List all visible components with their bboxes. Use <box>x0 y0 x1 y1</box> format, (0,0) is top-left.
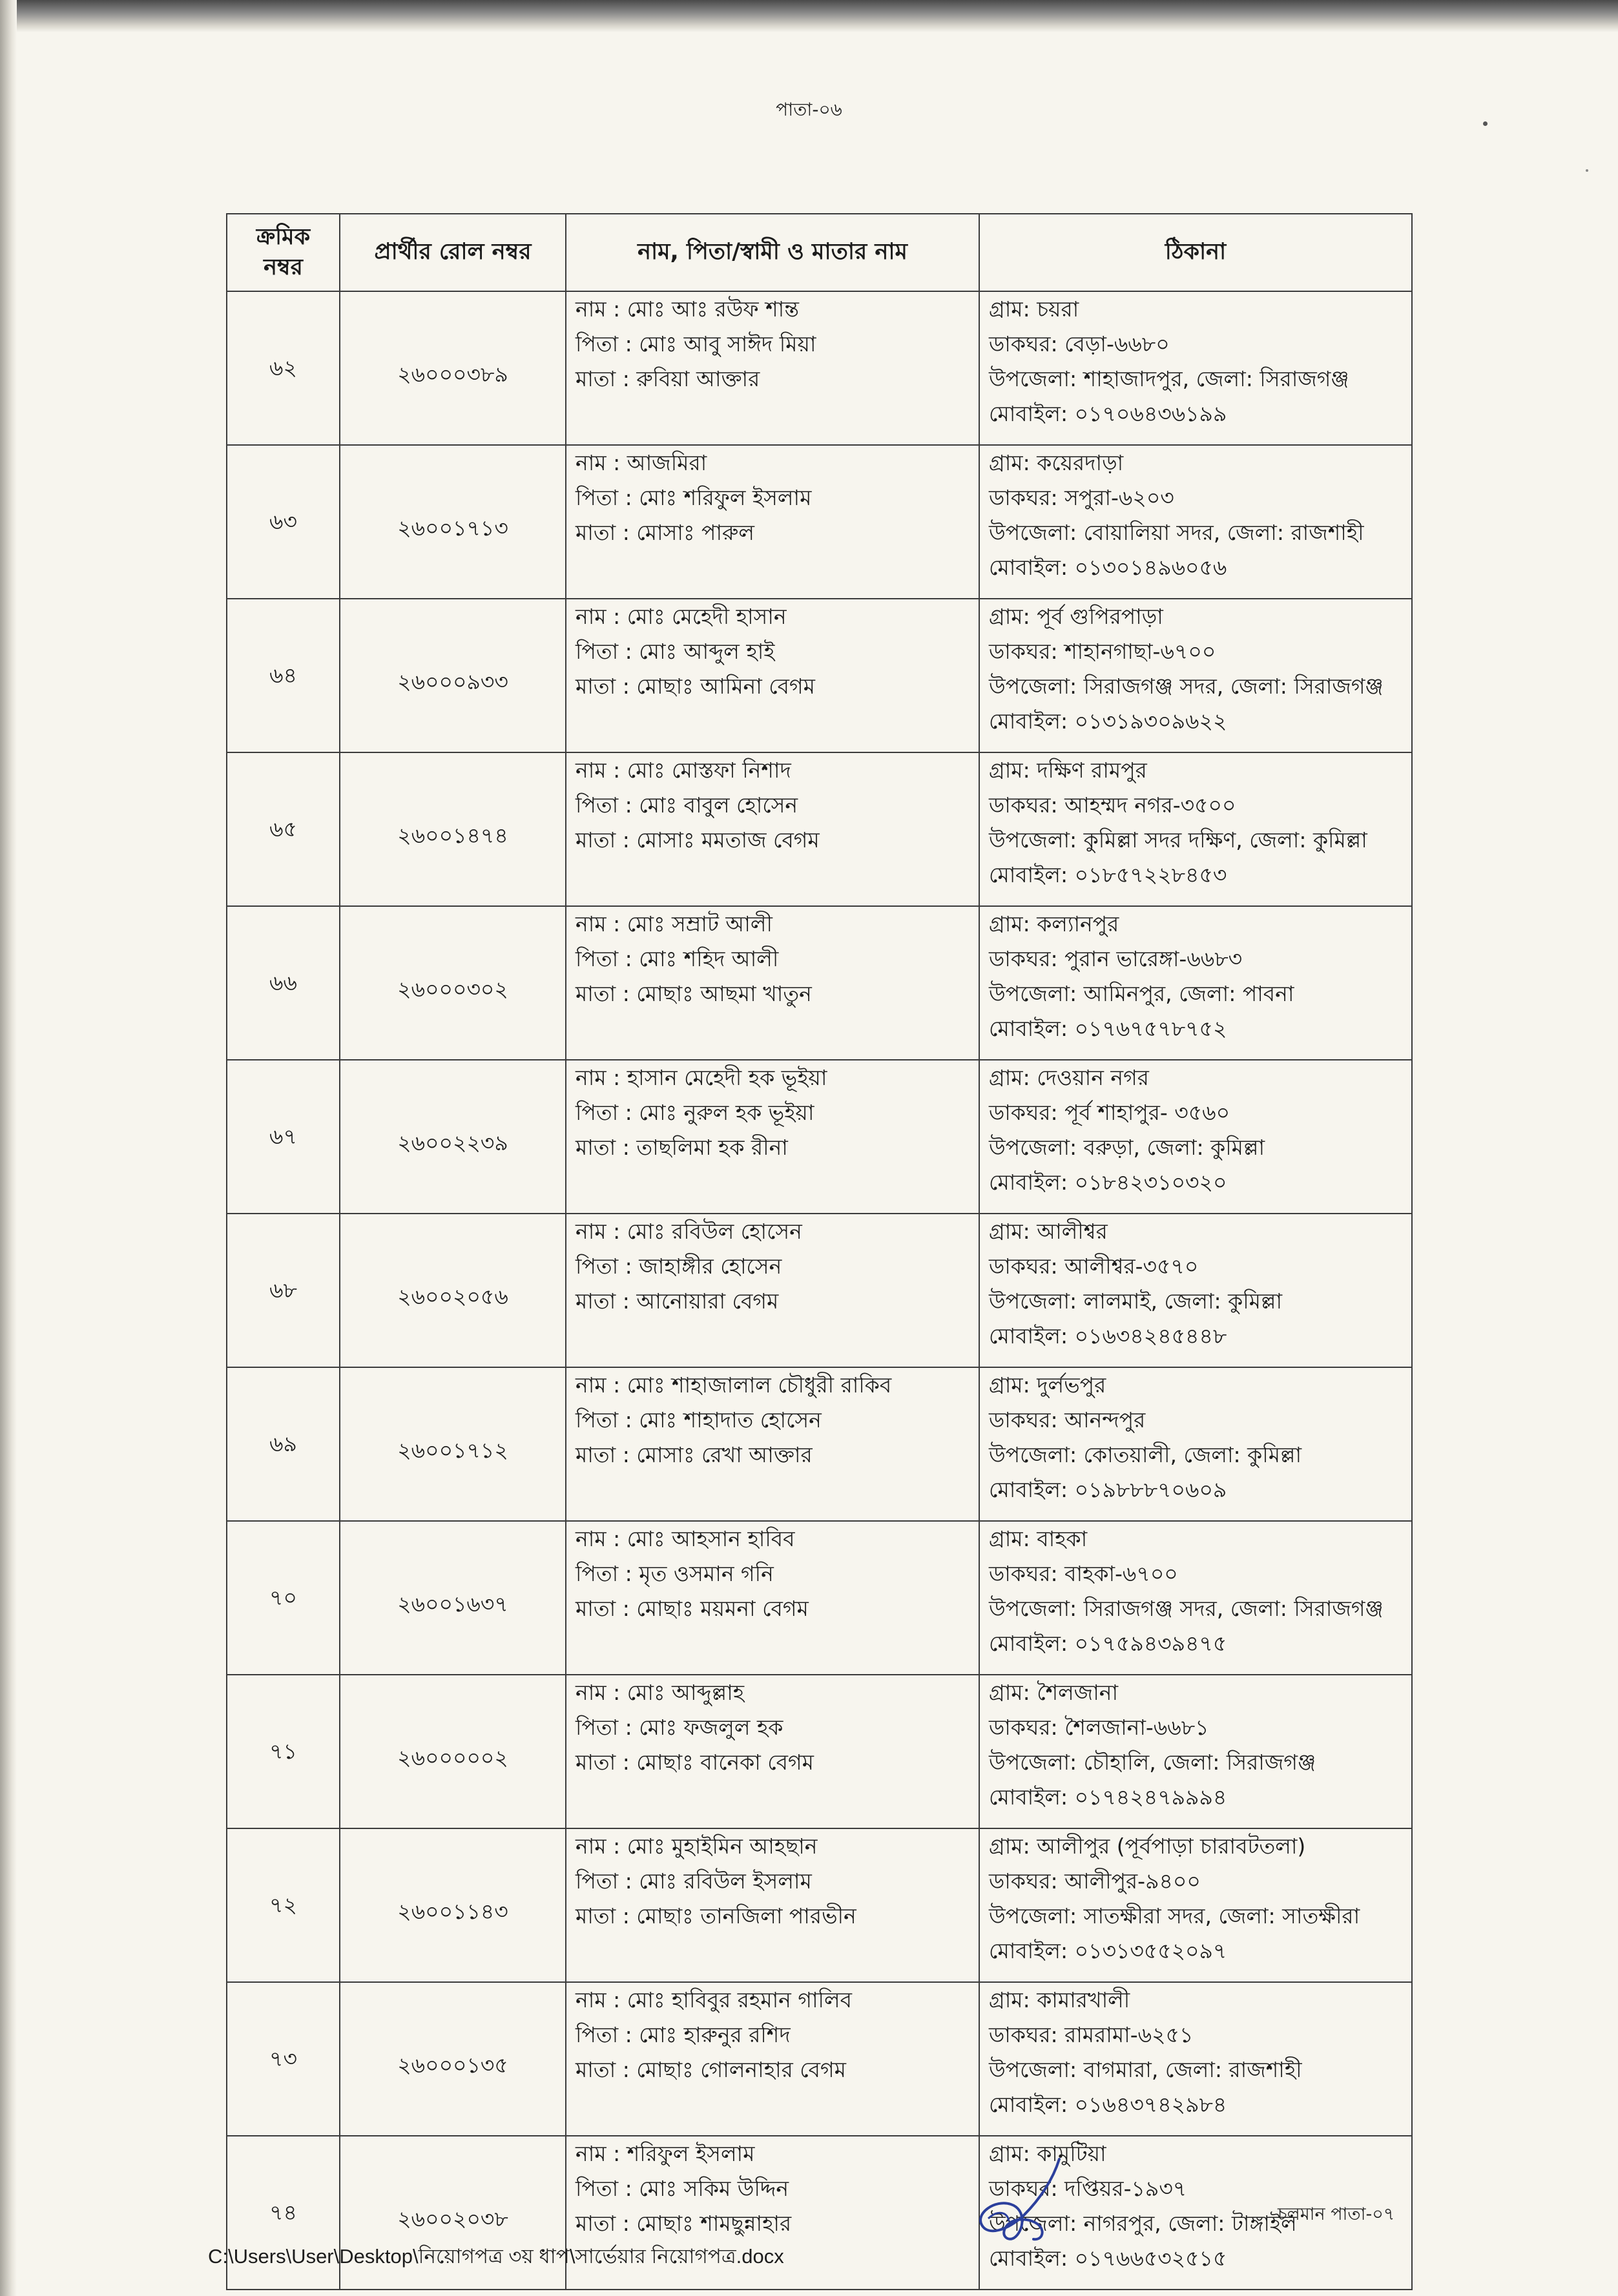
upazila-district: উপজেলা: সিরাজগঞ্জ সদর, জেলা: সিরাজগঞ্জ <box>989 674 1384 699</box>
address-cell <box>979 1828 1412 1982</box>
serial-number: ৬৬ <box>227 906 340 1060</box>
village: গ্রাম: শৈলজানা <box>989 1680 1119 1705</box>
post-office: ডাকঘর: আহম্মদ নগর-৩৫০০ <box>989 792 1236 818</box>
candidate-name: নাম : মোঃ হাবিবুর রহমান গালিব <box>576 1987 852 2012</box>
village: গ্রাম: কল্যানপুর <box>989 911 1119 936</box>
roll-number: ২৬০০১৬৩৭ <box>340 1521 566 1675</box>
roll-number: ২৬০০১৭১৩ <box>340 445 566 599</box>
upazila-district: উপজেলা: কোতয়ালী, জেলা: কুমিল্লা <box>989 1442 1302 1467</box>
header-serial: ক্রমিক নম্বর <box>227 214 340 291</box>
mother-name: মাতা : মোছাঃ আমিনা বেগম <box>576 674 815 699</box>
candidate-names-cell <box>566 752 979 906</box>
roll-number: ২৬০০০৯৩৩ <box>340 599 566 752</box>
scan-shadow-left <box>0 0 17 2296</box>
village: গ্রাম: দক্ষিণ রামপুর <box>989 758 1147 783</box>
address-cell <box>979 445 1412 599</box>
upazila-district: উপজেলা: বরুড়া, জেলা: কুমিল্লা <box>989 1135 1265 1160</box>
roll-number: ২৬০০১৭১২ <box>340 1367 566 1521</box>
mother-name: মাতা : তাছলিমা হক রীনা <box>576 1135 788 1160</box>
serial-number: ৬৭ <box>227 1060 340 1214</box>
candidate-name: নাম : মোঃ সম্রাট আলী <box>576 911 773 936</box>
address-cell <box>979 291 1412 445</box>
candidate-name: নাম : মোঃ শাহাজালাল চৌধুরী রাকিব <box>576 1372 892 1398</box>
mobile-number: মোবাইল: ০১৮৪২৩১০৩২০ <box>989 1170 1227 1195</box>
roll-number: ২৬০০২০৫৬ <box>340 1214 566 1367</box>
table-row <box>227 1060 1412 1214</box>
post-office: ডাকঘর: পূর্ব শাহাপুর- ৩৫৬০ <box>989 1100 1230 1125</box>
roll-number: ২৬০০০৩৮৯ <box>340 291 566 445</box>
father-name: পিতা : মোঃ আব্দুল হাই <box>576 639 775 664</box>
serial-number: ৬৪ <box>227 599 340 752</box>
mobile-number: মোবাইল: ০১৬৩৪২৪৫৪৪৮ <box>989 1323 1227 1349</box>
upazila-district: উপজেলা: কুমিল্লা সদর দক্ষিণ, জেলা: কুমিল্লা <box>989 827 1367 853</box>
candidate-names-cell <box>566 1675 979 1828</box>
village: গ্রাম: কামুটিয়া <box>989 2141 1106 2166</box>
mother-name: মাতা : মোসাঃ পারুল <box>576 520 754 545</box>
candidate-names-cell <box>566 1521 979 1675</box>
father-name: পিতা : জাহাঙ্গীর হোসেন <box>576 1254 782 1279</box>
serial-number: ৭৪ <box>227 2136 340 2290</box>
roll-number: ২৬০০১৪৭৪ <box>340 752 566 906</box>
table-row <box>227 1367 1412 1521</box>
candidate-names-cell <box>566 1367 979 1521</box>
candidate-names-cell <box>566 1982 979 2136</box>
candidate-names-cell <box>566 291 979 445</box>
table-row <box>227 599 1412 752</box>
father-name: পিতা : মোঃ রবিউল ইসলাম <box>576 1868 812 1894</box>
upazila-district: উপজেলা: বাগমারা, জেলা: রাজশাহী <box>989 2057 1302 2082</box>
mobile-number: মোবাইল: ০১৭৪২৪৭৯৯৯৪ <box>989 1784 1227 1810</box>
header-name: নাম, পিতা/স্বামী ও মাতার নাম <box>566 214 979 291</box>
serial-number: ৬৮ <box>227 1214 340 1367</box>
table-row <box>227 1214 1412 1367</box>
address-cell <box>979 752 1412 906</box>
roll-number: ২৬০০২২৩৯ <box>340 1060 566 1214</box>
roll-number: ২৬০০১১৪৩ <box>340 1828 566 1982</box>
father-name: পিতা : মৃত ওসমান গনি <box>576 1561 774 1586</box>
post-office: ডাকঘর: বাহকা-৬৭০০ <box>989 1561 1178 1586</box>
candidate-names-cell <box>566 445 979 599</box>
post-office: ডাকঘর: আলীশ্বর-৩৫৭০ <box>989 1254 1199 1279</box>
table-row <box>227 752 1412 906</box>
candidate-table <box>226 213 1413 2290</box>
mobile-number: মোবাইল: ০১৩০১৪৯৬০৫৬ <box>989 555 1227 580</box>
village: গ্রাম: কামারখালী <box>989 1987 1130 2012</box>
mother-name: মাতা : মোছাঃ শামছুন্নাহার <box>576 2211 792 2236</box>
upazila-district: উপজেলা: শাহাজাদপুর, জেলা: সিরাজগঞ্জ <box>989 366 1349 391</box>
village: গ্রাম: আলীশ্বর <box>989 1219 1108 1244</box>
mobile-number: মোবাইল: ০১৮৫৭২২৮৪৫৩ <box>989 862 1227 887</box>
mother-name: মাতা : মোসাঃ মমতাজ বেগম <box>576 827 820 853</box>
candidate-names-cell <box>566 1214 979 1367</box>
candidate-name: নাম : মোঃ মোস্তফা নিশাদ <box>576 758 791 783</box>
father-name: পিতা : মোঃ শহিদ আলী <box>576 946 779 971</box>
candidate-name: নাম : মোঃ আঃ রউফ শান্ত <box>576 296 799 322</box>
roll-number: ২৬০০০০০২ <box>340 1675 566 1828</box>
roll-number: ২৬০০০১৩৫ <box>340 1982 566 2136</box>
village: গ্রাম: চয়রা <box>989 296 1079 322</box>
upazila-district: উপজেলা: চৌহালি, জেলা: সিরাজগঞ্জ <box>989 1750 1316 1775</box>
address-cell <box>979 1214 1412 1367</box>
mobile-number: মোবাইল: ০১৭০৬৪৩৬১৯৯ <box>989 401 1227 426</box>
father-name: পিতা : মোঃ আবু সাঈদ মিয়া <box>576 331 816 357</box>
upazila-district: উপজেলা: নাগরপুর, জেলা: টাঙ্গাইল <box>989 2211 1297 2236</box>
address-cell <box>979 906 1412 1060</box>
mother-name: মাতা : আনোয়ারা বেগম <box>576 1288 779 1314</box>
father-name: পিতা : মোঃ শাহাদাত হোসেন <box>576 1407 822 1432</box>
table-row <box>227 291 1412 445</box>
village: গ্রাম: বাহকা <box>989 1526 1088 1551</box>
candidate-names-cell <box>566 1060 979 1214</box>
village: গ্রাম: দেওয়ান নগর <box>989 1065 1149 1090</box>
mother-name: মাতা : মোছাঃ তানজিলা পারভীন <box>576 1903 856 1929</box>
mobile-number: মোবাইল: ০১৭৬৬৫৩২৫১৫ <box>989 2246 1227 2271</box>
mother-name: মাতা : মোসাঃ রেখা আক্তার <box>576 1442 813 1467</box>
candidate-name: নাম : আজমিরা <box>576 450 707 475</box>
father-name: পিতা : মোঃ সকিম উদ্দিন <box>576 2176 789 2201</box>
mobile-number: মোবাইল: ০১৩১৩৫৫২০৯৭ <box>989 1938 1227 1963</box>
mother-name: মাতা : মোছাঃ ময়মনা বেগম <box>576 1596 809 1621</box>
serial-number: ৬৯ <box>227 1367 340 1521</box>
post-office: ডাকঘর: দপ্তিয়র-১৯৩৭ <box>989 2176 1187 2201</box>
header-roll: প্রার্থীর রোল নম্বর <box>340 214 566 291</box>
father-name: পিতা : মোঃ ফজলুল হক <box>576 1715 783 1740</box>
father-name: পিতা : মোঃ শরিফুল ইসলাম <box>576 485 812 510</box>
table-row <box>227 1521 1412 1675</box>
candidate-names-cell <box>566 906 979 1060</box>
serial-number: ৭২ <box>227 1828 340 1982</box>
village: গ্রাম: কয়েরদাড়া <box>989 450 1124 475</box>
address-cell <box>979 1060 1412 1214</box>
post-office: ডাকঘর: শৈলজানা-৬৬৮১ <box>989 1715 1209 1740</box>
mobile-number: মোবাইল: ০১৩১৯৩০৯৬২২ <box>989 708 1227 734</box>
mobile-number: মোবাইল: ০১৭৫৯৪৩৯৪৭৫ <box>989 1631 1227 1656</box>
father-name: পিতা : মোঃ বাবুল হোসেন <box>576 792 798 818</box>
roll-number: ২৬০০২০৩৮ <box>340 2136 566 2290</box>
father-name: পিতা : মোঃ নুরুল হক ভূইয়া <box>576 1100 814 1125</box>
mother-name: মাতা : মোছাঃ গোলনাহার বেগম <box>576 2057 846 2082</box>
candidate-names-cell <box>566 599 979 752</box>
candidate-name: নাম : মোঃ আহসান হাবিব <box>576 1526 795 1551</box>
file-path-footer: C:\Users\User\Desktop\নিয়োগপত্র ৩য় ধাপ\সার্ভেয়ার নিয়োগপত্র.docx <box>208 2245 784 2268</box>
post-office: ডাকঘর: পুরান ভারেঙ্গা-৬৬৮৩ <box>989 946 1243 971</box>
mother-name: মাতা : মোছাঃ বানেকা বেগম <box>576 1750 814 1775</box>
address-cell <box>979 1982 1412 2136</box>
candidate-name: নাম : হাসান মেহেদী হক ভূইয়া <box>576 1065 827 1090</box>
post-office: ডাকঘর: আলীপুর-৯৪০০ <box>989 1868 1201 1894</box>
scan-shadow-top <box>0 0 1618 32</box>
table-row <box>227 1982 1412 2136</box>
serial-number: ৭১ <box>227 1675 340 1828</box>
upazila-district: উপজেলা: সিরাজগঞ্জ সদর, জেলা: সিরাজগঞ্জ <box>989 1596 1384 1621</box>
table-row <box>227 1675 1412 1828</box>
mother-name: মাতা : রুবিয়া আক্তার <box>576 366 760 391</box>
upazila-district: উপজেলা: লালমাই, জেলা: কুমিল্লা <box>989 1288 1283 1314</box>
table-row <box>227 906 1412 1060</box>
candidate-name: নাম : শরিফুল ইসলাম <box>576 2141 755 2166</box>
serial-number: ৬২ <box>227 291 340 445</box>
mobile-number: মোবাইল: ০১৬৪৩৭৪২৯৮৪ <box>989 2092 1227 2117</box>
village: গ্রাম: পূর্ব গুপিরপাড়া <box>989 604 1163 629</box>
upazila-district: উপজেলা: সাতক্ষীরা সদর, জেলা: সাতক্ষীরা <box>989 1903 1360 1929</box>
mobile-number: মোবাইল: ০১৭৬৭৫৭৮৭৫২ <box>989 1016 1227 1041</box>
mother-name: মাতা : মোছাঃ আছমা খাতুন <box>576 981 812 1006</box>
continuation-note: চলমান পাতা-০৭ <box>1278 2204 1395 2224</box>
address-cell <box>979 1521 1412 1675</box>
candidate-name: নাম : মোঃ রবিউল হোসেন <box>576 1219 802 1244</box>
post-office: ডাকঘর: সপুরা-৬২০৩ <box>989 485 1174 510</box>
mobile-number: মোবাইল: ০১৯৮৮৮৭০৬০৯ <box>989 1477 1227 1502</box>
candidate-name: নাম : মোঃ মেহেদী হাসান <box>576 604 787 629</box>
serial-number: ৭৩ <box>227 1982 340 2136</box>
post-office: ডাকঘর: আনন্দপুর <box>989 1407 1146 1432</box>
signature <box>962 2154 1085 2244</box>
header-address: ঠিকানা <box>979 214 1412 291</box>
serial-number: ৬৫ <box>227 752 340 906</box>
upazila-district: উপজেলা: আমিনপুর, জেলা: পাবনা <box>989 981 1294 1006</box>
serial-number: ৬৩ <box>227 445 340 599</box>
candidate-name: নাম : মোঃ আব্দুল্লাহ <box>576 1680 745 1705</box>
scan-speck <box>1586 169 1588 172</box>
roll-number: ২৬০০০৩০২ <box>340 906 566 1060</box>
upazila-district: উপজেলা: বোয়ালিয়া সদর, জেলা: রাজশাহী <box>989 520 1364 545</box>
father-name: পিতা : মোঃ হারুনুর রশিদ <box>576 2022 791 2047</box>
post-office: ডাকঘর: রামরামা-৬২৫১ <box>989 2022 1194 2047</box>
candidate-names-cell <box>566 1828 979 1982</box>
village: গ্রাম: দুর্লভপুর <box>989 1372 1106 1398</box>
table-row <box>227 1828 1412 1982</box>
post-office: ডাকঘর: বেড়া-৬৬৮০ <box>989 331 1170 357</box>
page-number: পাতা-০৬ <box>776 99 842 120</box>
address-cell <box>979 1675 1412 1828</box>
candidate-name: নাম : মোঃ মুহাইমিন আহছান <box>576 1834 818 1859</box>
serial-number: ৭০ <box>227 1521 340 1675</box>
address-cell <box>979 599 1412 752</box>
table-header-row <box>227 214 1412 291</box>
post-office: ডাকঘর: শাহানগাছা-৬৭০০ <box>989 639 1216 664</box>
village: গ্রাম: আলীপুর (পূর্বপাড়া চারাবটতলা) <box>989 1834 1306 1859</box>
table-row <box>227 445 1412 599</box>
address-cell <box>979 1367 1412 1521</box>
